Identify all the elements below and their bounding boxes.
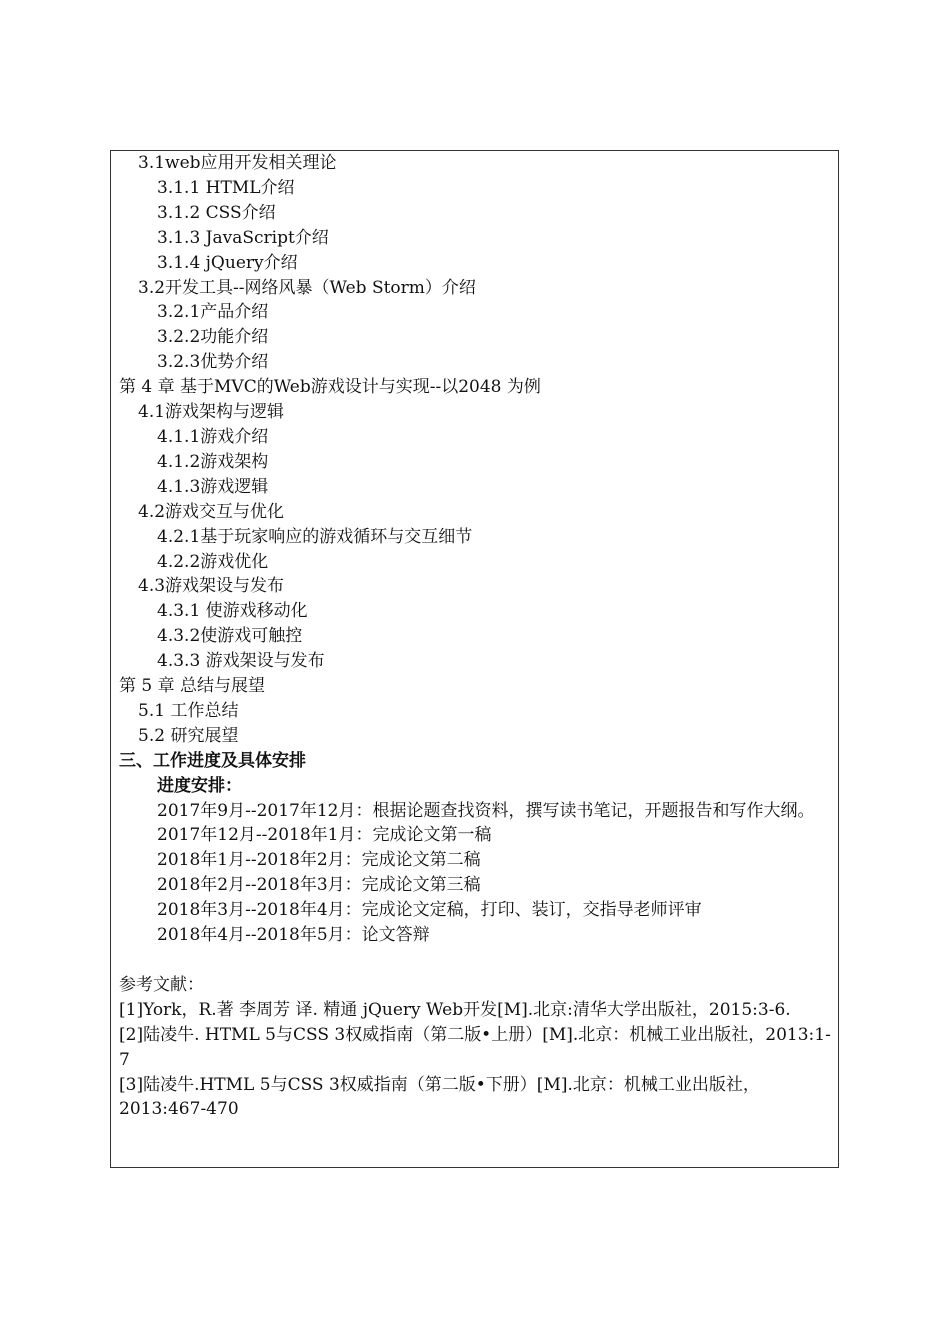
outline-item: 3.1.3 JavaScript介绍 [157, 227, 329, 248]
progress-item: 2017年9月--2017年12月：根据论题查找资料，撰写读书笔记，开题报告和写作大纲。 [157, 800, 815, 821]
outline-item: 4.1.3游戏逻辑 [157, 476, 269, 497]
outline-item: 4.2.2游戏优化 [157, 551, 269, 572]
progress-item: 2018年1月--2018年2月：完成论文第二稿 [157, 850, 481, 871]
outline-item: 4.2游戏交互与优化 [138, 501, 285, 522]
references-heading: 参考文献： [119, 974, 204, 995]
outline-item: 3.1web应用开发相关理论 [138, 153, 337, 173]
outline-item: 3.2开发工具--网络风暴（Web Storm）介绍 [138, 277, 476, 298]
document-body [119, 151, 834, 1122]
outline-item: 3.2.1产品介绍 [157, 302, 269, 323]
content-table-cell [110, 150, 839, 1168]
reference-item: [3]陆凌牛.HTML 5与CSS 3权威指南（第二版•下册）[M].北京：机械工业出版社，2013:467-470 [119, 1074, 760, 1120]
outline-item: 4.3.1 使游戏移动化 [157, 601, 308, 622]
progress-item: 2018年3月--2018年4月：完成论文定稿，打印、装订，交指导老师评审 [157, 900, 702, 921]
outline-item: 3.2.3优势介绍 [157, 352, 269, 373]
outline-item: 3.1.2 CSS介绍 [157, 202, 276, 223]
outline-chapter: 第 5 章 总结与展望 [119, 676, 266, 697]
outline-item: 5.1 工作总结 [138, 700, 239, 721]
blank-line [119, 948, 834, 973]
outline-item: 3.1.4 jQuery介绍 [157, 252, 298, 273]
outline-item: 4.3.2使游戏可触控 [157, 626, 303, 647]
references-section [119, 973, 834, 1122]
outline-chapter: 第 4 章 基于MVC的Web游戏设计与实现--以2048 为例 [119, 377, 541, 398]
outline-item: 5.2 研究展望 [138, 725, 239, 746]
outline-item: 3.1.1 HTML介绍 [157, 177, 295, 198]
reference-item: [1]York，R.著 李周芳 译. 精通 jQuery Web开发[M].北京:清华大学出版社，2015:3-6. [119, 999, 791, 1020]
section-heading: 三、工作进度及具体安排 [119, 750, 306, 771]
progress-item: 2018年2月--2018年3月：完成论文第三稿 [157, 875, 481, 896]
progress-item: 2018年4月--2018年5月：论文答辩 [157, 925, 430, 946]
progress-section [119, 749, 834, 948]
outline-item: 4.3游戏架设与发布 [138, 576, 285, 597]
outline-item: 4.1游戏架构与逻辑 [138, 402, 285, 423]
reference-item: [2]陆凌牛. HTML 5与CSS 3权威指南（第二版•上册）[M].北京：机械工业出版社，2013:1-7 [119, 1024, 831, 1070]
outline-list [119, 151, 834, 749]
outline-item: 4.1.1游戏介绍 [157, 426, 269, 447]
progress-item: 2017年12月--2018年1月：完成论文第一稿 [157, 825, 492, 846]
outline-item: 4.2.1基于玩家响应的游戏循环与交互细节 [157, 526, 473, 547]
outline-item: 4.1.2游戏架构 [157, 451, 269, 472]
outline-item: 3.2.2功能介绍 [157, 327, 269, 348]
outline-item: 4.3.3 游戏架设与发布 [157, 651, 325, 672]
section-subheading: 进度安排： [157, 775, 242, 796]
